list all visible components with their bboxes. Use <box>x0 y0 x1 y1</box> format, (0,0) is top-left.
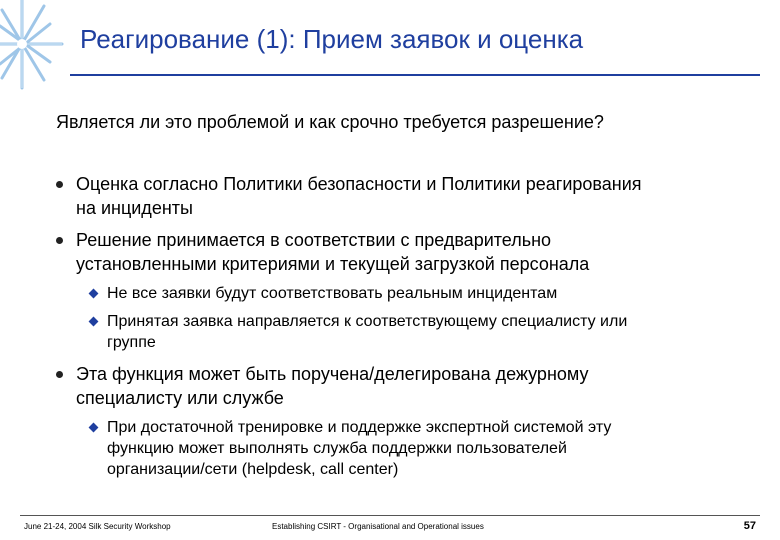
title-rule <box>70 74 760 76</box>
diamond-bullet-icon <box>89 423 99 433</box>
footer-topic: Establishing CSIRT - Organisational and Operational issues <box>272 522 484 531</box>
intro-question: Является ли это проблемой и как срочно требуется разрешение? <box>56 112 604 132</box>
page-number: 57 <box>743 520 756 532</box>
subbullet-item-2 <box>107 311 627 353</box>
subbullet-2-line-1: Принятая заявка направляется к соответствующему специалисту или <box>107 313 628 330</box>
subbullet-3-line-1: При достаточной тренировке и поддержке экспертной системой эту <box>107 419 612 436</box>
subbullet-2-line-2: группе <box>107 334 156 351</box>
footer-event: June 21-24, 2004 Silk Security Workshop <box>24 522 171 531</box>
starburst-decoration-icon <box>0 0 70 90</box>
subbullet-item-3 <box>107 417 611 480</box>
subbullet-3-line-2: функцию может выполнять служба поддержки пользователей <box>107 440 567 457</box>
slide-title: Реагирование (1): Прием заявок и оценка <box>80 24 584 54</box>
bullet-item-3 <box>76 362 588 410</box>
bullet-3-line-2: специалисту или службе <box>76 388 284 408</box>
bullet-1-line-1: Оценка согласно Политики безопасности и Политики реагирования <box>76 174 642 194</box>
round-bullet-icon <box>56 371 63 378</box>
bullet-2-line-1: Решение принимается в соответствии с предварительно <box>76 230 552 250</box>
diamond-bullet-icon <box>89 317 99 327</box>
subbullet-item-1 <box>107 283 557 304</box>
round-bullet-icon <box>56 181 63 188</box>
bullet-item-1 <box>76 172 642 220</box>
diamond-bullet-icon <box>89 289 99 299</box>
round-bullet-icon <box>56 237 63 244</box>
subbullet-1-line-1: Не все заявки будут соответствовать реальным инцидентам <box>107 285 558 302</box>
bullet-3-line-1: Эта функция может быть поручена/делегирована дежурному <box>76 364 589 384</box>
footer-rule <box>20 515 760 516</box>
bullet-1-line-2: на инциденты <box>76 198 193 218</box>
bullet-item-2 <box>76 228 589 276</box>
subbullet-3-line-3: организации/сети (helpdesk, call center) <box>107 461 399 478</box>
bullet-2-line-2: установленными критериями и текущей загрузкой персонала <box>76 254 590 274</box>
